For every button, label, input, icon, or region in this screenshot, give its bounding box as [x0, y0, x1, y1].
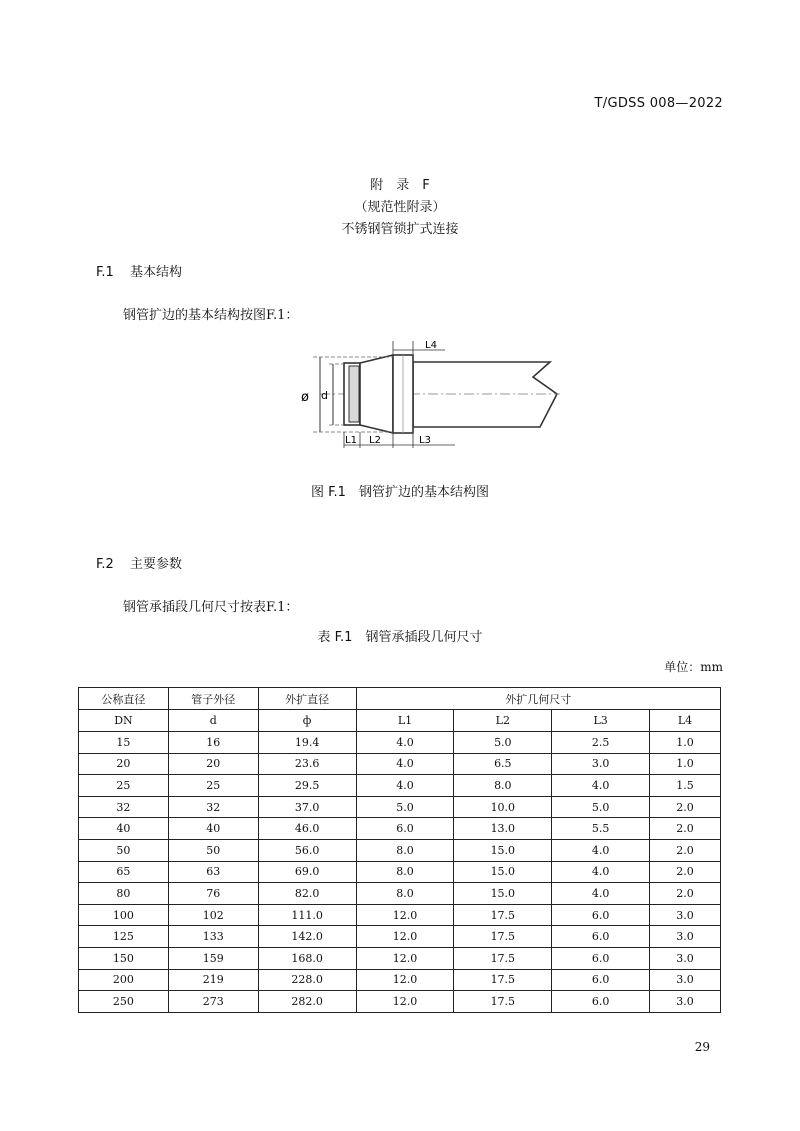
- table-cell: 80: [79, 883, 169, 905]
- table-cell: 37.0: [258, 796, 356, 818]
- section-f2-number: F.2: [96, 557, 114, 572]
- table-cell: 19.4: [258, 732, 356, 754]
- table-cell: 200: [79, 969, 169, 991]
- flare-rim-inner: [349, 366, 359, 422]
- d-label: d: [321, 389, 328, 402]
- table-cell: 46.0: [258, 818, 356, 840]
- table-cell: 15.0: [454, 861, 552, 883]
- table-cell: 8.0: [356, 883, 454, 905]
- table-cell: 76: [168, 883, 258, 905]
- table-row: [79, 818, 721, 840]
- table-row: [79, 732, 721, 754]
- table-row: [79, 861, 721, 883]
- table-cell: 17.5: [454, 969, 552, 991]
- section-f1-title: 基本结构: [130, 265, 183, 280]
- page-number: 29: [694, 1040, 710, 1054]
- header-l1: L1: [356, 710, 454, 732]
- table-cell: 111.0: [258, 904, 356, 926]
- table-row: [79, 775, 721, 797]
- annex-name: 不锈钢管锁扩式连接: [341, 222, 459, 237]
- table-cell: 228.0: [258, 969, 356, 991]
- header-group: 外扩几何尺寸: [356, 688, 720, 710]
- table-cell: 2.0: [650, 818, 721, 840]
- table-caption: 表 F.1 钢管承插段几何尺寸: [317, 630, 483, 645]
- table-cell: 168.0: [258, 947, 356, 969]
- table-cell: 4.0: [356, 732, 454, 754]
- annex-subtitle: （规范性附录）: [354, 200, 446, 215]
- table-cell: 17.5: [454, 991, 552, 1013]
- header-l3: L3: [552, 710, 650, 732]
- table-cell: 2.0: [650, 839, 721, 861]
- section-f2-heading: [96, 553, 182, 572]
- table-cell: 16: [168, 732, 258, 754]
- table-cell: 15.0: [454, 883, 552, 905]
- table-cell: 3.0: [650, 947, 721, 969]
- table-cell: 4.0: [552, 775, 650, 797]
- section-f2-title: 主要参数: [130, 557, 183, 572]
- table-cell: 8.0: [356, 861, 454, 883]
- table-cell: 5.0: [552, 796, 650, 818]
- pipe-flare-diagram: [295, 332, 565, 456]
- pipe-flare-svg: [295, 332, 565, 452]
- table-cell: 8.0: [356, 839, 454, 861]
- table-row: [79, 926, 721, 948]
- table-cell: 159: [168, 947, 258, 969]
- table-cell: 125: [79, 926, 169, 948]
- section-f1-number: F.1: [96, 265, 114, 280]
- table-cell: 8.0: [454, 775, 552, 797]
- table-cell: 2.5: [552, 732, 650, 754]
- l4-label: L4: [425, 340, 437, 351]
- table-row: [79, 904, 721, 926]
- table-cell: 6.0: [552, 926, 650, 948]
- header-l2: L2: [454, 710, 552, 732]
- table-cell: 5.0: [356, 796, 454, 818]
- table-cell: 10.0: [454, 796, 552, 818]
- table-cell: 32: [168, 796, 258, 818]
- header-exp-top: 外扩直径: [258, 688, 356, 710]
- annex-title: 附 录 F: [370, 178, 430, 193]
- table-cell: 63: [168, 861, 258, 883]
- table-row: [79, 796, 721, 818]
- header-od-bottom: d: [168, 710, 258, 732]
- table-cell: 13.0: [454, 818, 552, 840]
- table-row: [79, 991, 721, 1013]
- table-cell: 50: [168, 839, 258, 861]
- table-cell: 1.0: [650, 732, 721, 754]
- table-cell: 4.0: [356, 775, 454, 797]
- table-cell: 6.0: [356, 818, 454, 840]
- table-cell: 32: [79, 796, 169, 818]
- table-cell: 3.0: [552, 753, 650, 775]
- pipe-dimension-table: [78, 687, 721, 1013]
- table-unit: 单位：mm: [664, 660, 723, 674]
- table-cell: 17.5: [454, 904, 552, 926]
- table-cell: 2.0: [650, 861, 721, 883]
- header-od-top: 管子外径: [168, 688, 258, 710]
- table-cell: 250: [79, 991, 169, 1013]
- standard-code: T/GDSS 008—2022: [594, 96, 723, 111]
- table-cell: 3.0: [650, 991, 721, 1013]
- table-row: [79, 839, 721, 861]
- header-exp-bottom: ф: [258, 710, 356, 732]
- table-cell: 12.0: [356, 991, 454, 1013]
- table-cell: 100: [79, 904, 169, 926]
- table-cell: 12.0: [356, 904, 454, 926]
- table-body: [79, 732, 721, 1013]
- table-cell: 25: [79, 775, 169, 797]
- table-cell: 17.5: [454, 926, 552, 948]
- annex-title-block: [0, 175, 800, 241]
- table-cell: 29.5: [258, 775, 356, 797]
- table-cell: 282.0: [258, 991, 356, 1013]
- figure-caption: 图 F.1 钢管扩边的基本结构图: [311, 485, 489, 500]
- pipe-body: [413, 362, 557, 427]
- table-cell: 150: [79, 947, 169, 969]
- table-cell: 69.0: [258, 861, 356, 883]
- table-cell: 15: [79, 732, 169, 754]
- table-cell: 4.0: [356, 753, 454, 775]
- table-cell: 50: [79, 839, 169, 861]
- flare-cone: [360, 355, 393, 433]
- table-cell: 102: [168, 904, 258, 926]
- table-cell: 12.0: [356, 969, 454, 991]
- table-cell: 4.0: [552, 883, 650, 905]
- table-cell: 6.0: [552, 969, 650, 991]
- table-cell: 5.0: [454, 732, 552, 754]
- table-cell: 25: [168, 775, 258, 797]
- table-cell: 15.0: [454, 839, 552, 861]
- table-cell: 12.0: [356, 926, 454, 948]
- l1-label: L1: [345, 435, 357, 446]
- l3-label: L3: [419, 435, 431, 446]
- table-row: [79, 947, 721, 969]
- table-cell: 6.5: [454, 753, 552, 775]
- table-cell: 40: [79, 818, 169, 840]
- table-cell: 142.0: [258, 926, 356, 948]
- table-cell: 219: [168, 969, 258, 991]
- table-row: [79, 753, 721, 775]
- table-row: [79, 969, 721, 991]
- table-cell: 3.0: [650, 926, 721, 948]
- table-cell: 12.0: [356, 947, 454, 969]
- table-cell: 133: [168, 926, 258, 948]
- table-cell: 2.0: [650, 796, 721, 818]
- table-cell: 20: [168, 753, 258, 775]
- table-cell: 5.5: [552, 818, 650, 840]
- table-subheader-row: [79, 710, 721, 732]
- l2-label: L2: [369, 435, 381, 446]
- table-cell: 40: [168, 818, 258, 840]
- table-row: [79, 883, 721, 905]
- header-dn-top: 公称直径: [79, 688, 169, 710]
- table-cell: 6.0: [552, 947, 650, 969]
- table-cell: 4.0: [552, 861, 650, 883]
- table-cell: 6.0: [552, 904, 650, 926]
- table-cell: 3.0: [650, 969, 721, 991]
- table-cell: 82.0: [258, 883, 356, 905]
- table-cell: 20: [79, 753, 169, 775]
- header-dn-bottom: DN: [79, 710, 169, 732]
- section-f1-heading: [96, 261, 182, 280]
- phi-label: ø: [301, 390, 309, 405]
- table-cell: 6.0: [552, 991, 650, 1013]
- table-cell: 17.5: [454, 947, 552, 969]
- table-header-row: [79, 688, 721, 710]
- table-cell: 2.0: [650, 883, 721, 905]
- table-cell: 65: [79, 861, 169, 883]
- table-cell: 4.0: [552, 839, 650, 861]
- table-cell: 273: [168, 991, 258, 1013]
- table-cell: 56.0: [258, 839, 356, 861]
- table-cell: 3.0: [650, 904, 721, 926]
- table-cell: 1.0: [650, 753, 721, 775]
- table-cell: 1.5: [650, 775, 721, 797]
- table-cell: 23.6: [258, 753, 356, 775]
- section-f2-paragraph: 钢管承插段几何尺寸按表F.1：: [123, 600, 299, 615]
- header-l4: L4: [650, 710, 721, 732]
- section-f1-paragraph: 钢管扩边的基本结构按图F.1：: [123, 308, 299, 323]
